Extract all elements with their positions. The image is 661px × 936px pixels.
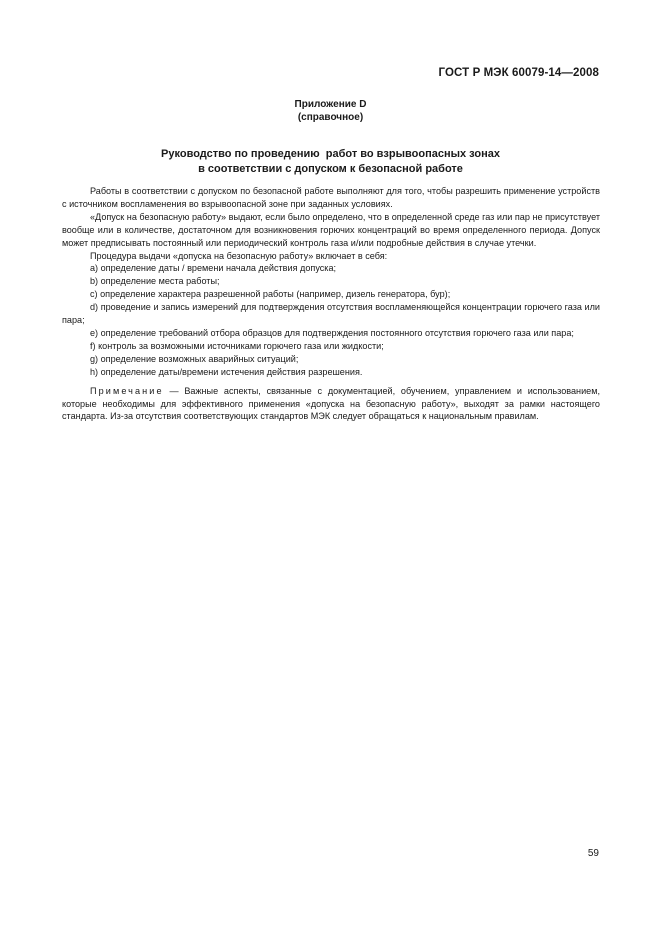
note-label: Примечание [90,385,164,396]
annex-title: Приложение D [294,99,367,110]
standard-designation: ГОСТ Р МЭК 60079-14—2008 [438,67,599,79]
list-item-b: b) определение места работы; [90,276,220,287]
paragraph-purpose: Работы в соответствии с допуском по безопасной работе выполняют для того, чтобы разрешить применение устройств с источником воспламенения во взрывоопасной зоне при заданных условиях. [62,186,600,209]
note-paragraph [62,385,600,424]
paragraph-procedure-intro: Процедура выдачи «допуска на безопасную работу» включает в себя: [90,250,388,261]
section-title-line-1: Руководство по проведению работ во взрывоопасных зонах [161,148,500,160]
paragraph-permit-issue: «Допуск на безопасную работу» выдают, если было определено, что в определенной среде газ или пар не присутствует вообще или в количестве, достаточном для возникновения горючих концентраций во время определенного периода. Допуск может предписывать постоянный или периодический контроль газа и/или подробные действия в случае утечки. [62,211,600,248]
list-item-h: h) определение даты/времени истечения действия разрешения. [90,366,363,377]
list-item-d: d) проведение и запись измерений для подтверждения отсутствия воспламеняющейся концентрации горючего газа или пара; [62,302,600,326]
annex-heading [0,98,661,124]
list-item-a: a) определение даты / времени начала действия допуска; [90,263,337,274]
section-title [0,147,661,176]
list-item-g: g) определение возможных аварийных ситуаций; [90,353,299,364]
section-title-line-2: в соответствии с допуском к безопасной работе [198,162,463,175]
list-item-e: e) определение требований отбора образцов для подтверждения постоянного отсутствия горючего газа или пара; [90,327,574,338]
annex-subtitle: (справочное) [297,112,364,123]
document-body [62,185,600,423]
list-item-c: c) определение характера разрешенной работы (например, дизель генератора, бур); [90,289,451,300]
note-text: — Важные аспекты, связанные с документацией, обучением, управлением и использованием, которые необходимы для эффективного применения «допуска на безопасную работу», выходят за рамки настоящего стандарта. Из-за отсутствия соответствующих стандартов МЭК следует обращаться к национальным правилам. [62,385,600,422]
page-number: 59 [587,848,599,859]
list-item-f: f) контроль за возможными источниками горючего газа или жидкости; [90,340,384,351]
